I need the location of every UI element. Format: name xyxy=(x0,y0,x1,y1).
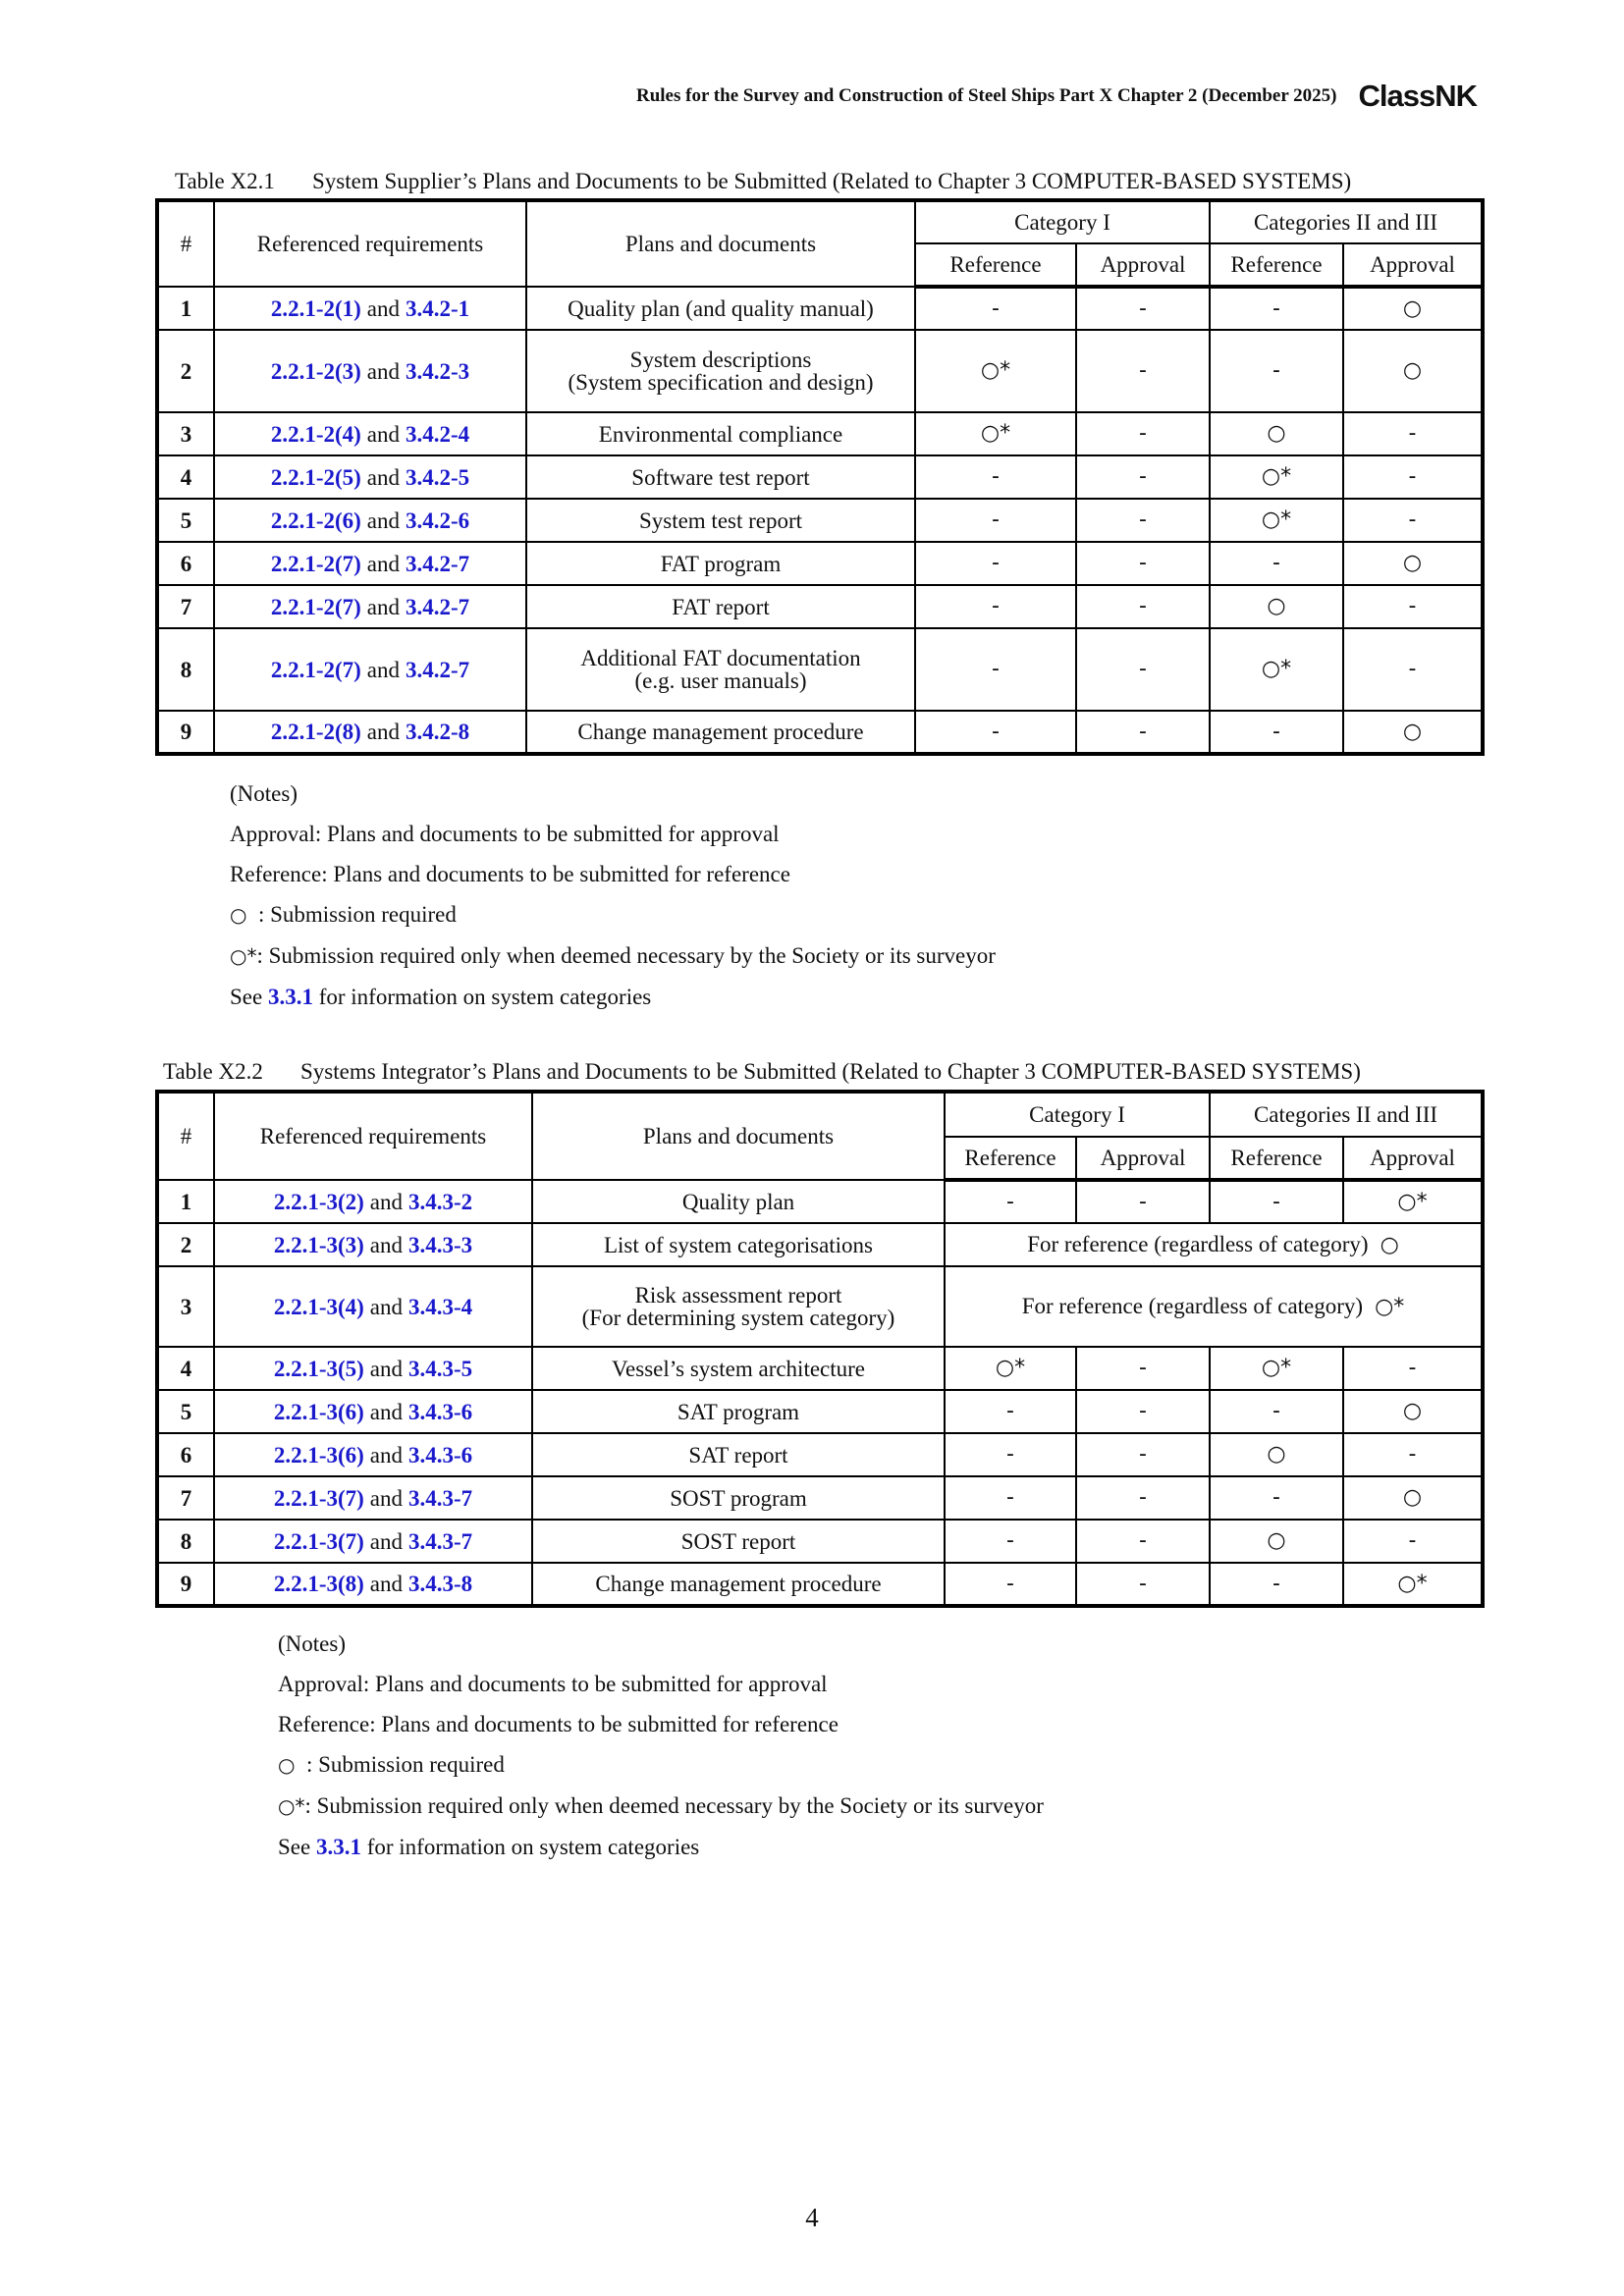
cat23-approval-cell: - xyxy=(1343,499,1483,542)
plans-documents-cell: Vessel’s system architecture xyxy=(532,1347,945,1390)
cat1-reference-cell: ○* xyxy=(945,1347,1076,1390)
cat23-approval-cell: - xyxy=(1343,1520,1483,1563)
header-reference: Reference xyxy=(1210,243,1343,287)
cat1-approval-cell: - xyxy=(1076,1433,1210,1476)
table-x2-2 xyxy=(155,1090,1485,1608)
link-3-3-1[interactable]: 3.3.1 xyxy=(267,985,313,1009)
referenced-requirements-cell: 2.2.1-2(3) and 3.4.2-3 xyxy=(214,330,526,412)
requirement-link[interactable]: 2.2.1-3(5) xyxy=(273,1356,364,1381)
notes-x2-2 xyxy=(278,1624,1044,1867)
cat23-approval-cell: ○ xyxy=(1343,287,1483,330)
circle-star-symbol: ○* xyxy=(278,1794,305,1818)
plans-documents-cell: Environmental compliance xyxy=(526,412,915,455)
requirement-link[interactable]: 2.2.1-2(7) xyxy=(270,657,361,682)
requirement-link[interactable]: 3.4.3-3 xyxy=(408,1232,473,1257)
cat23-reference-cell: - xyxy=(1210,1563,1343,1606)
plans-documents-cell: FAT report xyxy=(526,585,915,628)
cat23-approval-cell: ○* xyxy=(1343,1180,1483,1223)
row-number: 9 xyxy=(157,711,214,754)
cat23-reference-cell: ○ xyxy=(1210,1433,1343,1476)
cat1-approval-cell: - xyxy=(1076,1563,1210,1606)
note-see: See 3.3.1 for information on system categories xyxy=(278,1835,700,1859)
table-row xyxy=(157,287,1483,330)
cat1-approval-cell: - xyxy=(1076,330,1210,412)
plans-documents-cell: SAT report xyxy=(532,1433,945,1476)
requirement-link[interactable]: 3.4.3-4 xyxy=(408,1294,473,1319)
header-referenced-requirements: Referenced requirements xyxy=(214,1092,532,1180)
header-title: Rules for the Survey and Construction of Steel Ships Part X Chapter 2 (December 2025) xyxy=(635,85,1337,106)
cat1-reference-cell: - xyxy=(945,1476,1076,1520)
row-number: 3 xyxy=(157,1266,214,1347)
requirement-link[interactable]: 2.2.1-2(6) xyxy=(270,507,361,533)
referenced-requirements-cell: 2.2.1-2(8) and 3.4.2-8 xyxy=(214,711,526,754)
table-number: Table X2.1 xyxy=(175,169,275,193)
cat1-reference-cell: ○* xyxy=(915,412,1076,455)
requirement-link[interactable]: 2.2.1-2(5) xyxy=(270,464,361,490)
referenced-requirements-cell: 2.2.1-3(8) and 3.4.3-8 xyxy=(214,1563,532,1606)
row-number: 4 xyxy=(157,455,214,499)
cat1-reference-cell: - xyxy=(915,711,1076,754)
requirement-link[interactable]: 3.4.2-1 xyxy=(406,295,470,321)
cat1-approval-cell: - xyxy=(1076,1476,1210,1520)
requirement-link[interactable]: 3.4.3-6 xyxy=(408,1442,473,1468)
merged-category-cell: For reference (regardless of category) ○* xyxy=(945,1266,1483,1347)
table-row xyxy=(157,1180,1483,1223)
requirement-link[interactable]: 3.4.2-7 xyxy=(406,594,470,619)
cat23-reference-cell: ○* xyxy=(1210,1347,1343,1390)
header-plans-and-documents: Plans and documents xyxy=(526,200,915,287)
referenced-requirements-cell: 2.2.1-2(6) and 3.4.2-6 xyxy=(214,499,526,542)
table-row xyxy=(157,1520,1483,1563)
cat23-reference-cell: ○ xyxy=(1210,585,1343,628)
circle-star-symbol: ○* xyxy=(230,944,257,968)
cat23-approval-cell: - xyxy=(1343,412,1483,455)
cat1-approval-cell: - xyxy=(1076,628,1210,711)
cat1-approval-cell: - xyxy=(1076,499,1210,542)
plans-documents-cell: List of system categorisations xyxy=(532,1223,945,1266)
requirement-link[interactable]: 2.2.1-3(7) xyxy=(273,1485,364,1511)
requirement-link[interactable]: 2.2.1-3(2) xyxy=(273,1189,364,1214)
cat23-approval-cell: ○ xyxy=(1343,1476,1483,1520)
requirement-link[interactable]: 2.2.1-2(7) xyxy=(270,594,361,619)
cat1-reference-cell: - xyxy=(915,628,1076,711)
referenced-requirements-cell: 2.2.1-3(4) and 3.4.3-4 xyxy=(214,1266,532,1347)
requirement-link[interactable]: 2.2.1-2(4) xyxy=(270,421,361,447)
note-reference: Reference: Plans and documents to be submitted for reference xyxy=(230,862,790,886)
header-categories-2-3: Categories II and III xyxy=(1210,200,1483,243)
cat23-approval-cell: ○ xyxy=(1343,1390,1483,1433)
header-approval: Approval xyxy=(1343,243,1483,287)
cat1-approval-cell: - xyxy=(1076,711,1210,754)
cat1-approval-cell: - xyxy=(1076,455,1210,499)
plans-documents-cell: Risk assessment report (For determining system category) xyxy=(532,1266,945,1347)
row-number: 5 xyxy=(157,499,214,542)
cat23-reference-cell: - xyxy=(1210,711,1343,754)
cat1-reference-cell: - xyxy=(945,1180,1076,1223)
requirement-link[interactable]: 2.2.1-3(7) xyxy=(273,1528,364,1554)
cat1-approval-cell: - xyxy=(1076,1390,1210,1433)
table-row xyxy=(157,1563,1483,1606)
cat1-reference-cell: - xyxy=(915,585,1076,628)
header-approval: Approval xyxy=(1076,1137,1210,1180)
referenced-requirements-cell: 2.2.1-2(1) and 3.4.2-1 xyxy=(214,287,526,330)
cat23-reference-cell: - xyxy=(1210,1180,1343,1223)
referenced-requirements-cell: 2.2.1-3(5) and 3.4.3-5 xyxy=(214,1347,532,1390)
notes-x2-1 xyxy=(230,774,996,1017)
note-approval: Approval: Plans and documents to be submitted for approval xyxy=(230,822,780,846)
circle-symbol: ○ xyxy=(278,1753,296,1777)
classnk-logo: ClassNK xyxy=(1358,79,1477,113)
header-category-1: Category I xyxy=(915,200,1210,243)
referenced-requirements-cell: 2.2.1-3(7) and 3.4.3-7 xyxy=(214,1476,532,1520)
referenced-requirements-cell: 2.2.1-3(3) and 3.4.3-3 xyxy=(214,1223,532,1266)
header-approval: Approval xyxy=(1343,1137,1483,1180)
requirement-link[interactable]: 3.4.3-7 xyxy=(408,1528,473,1554)
plans-documents-cell: SOST report xyxy=(532,1520,945,1563)
referenced-requirements-cell: 2.2.1-2(7) and 3.4.2-7 xyxy=(214,542,526,585)
referenced-requirements-cell: 2.2.1-3(6) and 3.4.3-6 xyxy=(214,1390,532,1433)
table-row xyxy=(157,1347,1483,1390)
requirement-link[interactable]: 3.4.3-6 xyxy=(408,1399,473,1424)
cat1-reference-cell: - xyxy=(945,1390,1076,1433)
row-number: 8 xyxy=(157,628,214,711)
row-number: 6 xyxy=(157,1433,214,1476)
row-number: 4 xyxy=(157,1347,214,1390)
table-title: System Supplier’s Plans and Documents to be Submitted (Related to Chapter 3 COMPUTER-BASED SYSTEMS) xyxy=(312,169,1352,193)
requirement-link[interactable]: 3.4.2-8 xyxy=(406,720,470,744)
cat1-approval-cell: - xyxy=(1076,1347,1210,1390)
cat23-approval-cell: - xyxy=(1343,585,1483,628)
header-referenced-requirements: Referenced requirements xyxy=(214,200,526,287)
cat23-approval-cell: ○ xyxy=(1343,330,1483,412)
header-category-1: Category I xyxy=(945,1092,1210,1137)
plans-documents-cell: Additional FAT documentation (e.g. user manuals) xyxy=(526,628,915,711)
requirement-link[interactable]: 2.2.1-3(4) xyxy=(273,1294,364,1319)
requirement-link[interactable]: 3.4.3-2 xyxy=(408,1189,473,1214)
cat23-reference-cell: ○* xyxy=(1210,499,1343,542)
notes-heading: (Notes) xyxy=(230,781,298,806)
cat1-reference-cell: - xyxy=(915,542,1076,585)
requirement-link[interactable]: 3.4.3-7 xyxy=(408,1485,473,1511)
plans-documents-cell: Quality plan xyxy=(532,1180,945,1223)
cat1-approval-cell: - xyxy=(1076,287,1210,330)
page-number: 4 xyxy=(805,2203,819,2232)
header-categories-2-3: Categories II and III xyxy=(1210,1092,1483,1137)
table-row xyxy=(157,412,1483,455)
cat23-reference-cell: - xyxy=(1210,287,1343,330)
requirement-link[interactable]: 2.2.1-2(1) xyxy=(270,295,361,321)
cat23-reference-cell: ○ xyxy=(1210,1520,1343,1563)
requirement-link[interactable]: 3.4.3-8 xyxy=(408,1572,473,1596)
requirement-link[interactable]: 3.4.2-6 xyxy=(406,507,470,533)
plans-documents-cell: Quality plan (and quality manual) xyxy=(526,287,915,330)
table-row xyxy=(157,1390,1483,1433)
table-caption xyxy=(175,169,1351,194)
header-plans-and-documents: Plans and documents xyxy=(532,1092,945,1180)
link-3-3-1[interactable]: 3.3.1 xyxy=(315,1835,361,1859)
table-row xyxy=(157,1223,1483,1266)
table-row xyxy=(157,628,1483,711)
requirement-link[interactable]: 3.4.2-4 xyxy=(406,421,470,447)
plans-documents-cell: FAT program xyxy=(526,542,915,585)
note-circle-star: ○*: Submission required only when deemed necessary by the Society or its surveyor xyxy=(278,1793,1044,1818)
requirement-link[interactable]: 3.4.2-3 xyxy=(406,358,470,384)
table-row xyxy=(157,455,1483,499)
requirement-link[interactable]: 3.4.2-7 xyxy=(406,551,470,576)
row-number: 3 xyxy=(157,412,214,455)
row-number: 8 xyxy=(157,1520,214,1563)
cat23-reference-cell: - xyxy=(1210,1476,1343,1520)
requirement-link[interactable]: 2.2.1-3(6) xyxy=(273,1442,364,1468)
plans-documents-cell: System descriptions (System specification and design) xyxy=(526,330,915,412)
header-number: # xyxy=(157,200,214,287)
cat23-reference-cell: - xyxy=(1210,1390,1343,1433)
plans-documents-cell: SOST program xyxy=(532,1476,945,1520)
cat1-reference-cell: - xyxy=(945,1520,1076,1563)
requirement-link[interactable]: 2.2.1-2(8) xyxy=(270,720,361,744)
table-row xyxy=(157,330,1483,412)
table-row xyxy=(157,1476,1483,1520)
row-number: 1 xyxy=(157,287,214,330)
note-circle-star: ○*: Submission required only when deemed necessary by the Society or its surveyor xyxy=(230,943,996,968)
note-circle: ○ : Submission required xyxy=(278,1752,505,1777)
table-row xyxy=(157,542,1483,585)
row-number: 5 xyxy=(157,1390,214,1433)
cat1-reference-cell: ○* xyxy=(915,330,1076,412)
header-reference: Reference xyxy=(1210,1137,1343,1180)
cat1-approval-cell: - xyxy=(1076,1180,1210,1223)
requirement-link[interactable]: 2.2.1-2(3) xyxy=(270,358,361,384)
cat23-approval-cell: - xyxy=(1343,628,1483,711)
table-caption xyxy=(163,1059,1361,1085)
circle-symbol: ○ xyxy=(230,903,247,927)
row-number: 2 xyxy=(157,1223,214,1266)
plans-documents-cell: Change management procedure xyxy=(526,711,915,754)
referenced-requirements-cell: 2.2.1-2(7) and 3.4.2-7 xyxy=(214,585,526,628)
table-title: Systems Integrator’s Plans and Documents to be Submitted (Related to Chapter 3 COMPUTER-BASED SYSTEMS) xyxy=(300,1059,1361,1084)
plans-documents-cell: Change management procedure xyxy=(532,1563,945,1606)
cat23-approval-cell: ○ xyxy=(1343,542,1483,585)
referenced-requirements-cell: 2.2.1-2(5) and 3.4.2-5 xyxy=(214,455,526,499)
requirement-link[interactable]: 2.2.1-3(8) xyxy=(273,1572,364,1596)
note-circle: ○ : Submission required xyxy=(230,902,457,927)
cat1-reference-cell: - xyxy=(915,455,1076,499)
requirement-link[interactable]: 3.4.3-5 xyxy=(408,1356,473,1381)
table-x2-1 xyxy=(155,198,1485,756)
cat23-approval-cell: - xyxy=(1343,455,1483,499)
header-approval: Approval xyxy=(1076,243,1210,287)
cat23-approval-cell: ○* xyxy=(1343,1563,1483,1606)
cat23-reference-cell: - xyxy=(1210,542,1343,585)
header-number: # xyxy=(157,1092,214,1180)
requirement-link[interactable]: 2.2.1-3(6) xyxy=(273,1399,364,1424)
table-row xyxy=(157,711,1483,754)
cat1-approval-cell: - xyxy=(1076,542,1210,585)
row-number: 2 xyxy=(157,330,214,412)
notes-heading: (Notes) xyxy=(278,1631,346,1656)
merged-category-cell: For reference (regardless of category) ○ xyxy=(945,1223,1483,1266)
plans-documents-cell: System test report xyxy=(526,499,915,542)
row-number: 7 xyxy=(157,1476,214,1520)
requirement-link[interactable]: 3.4.2-7 xyxy=(406,657,470,682)
cat23-reference-cell: ○* xyxy=(1210,628,1343,711)
header-reference: Reference xyxy=(945,1137,1076,1180)
cat23-reference-cell: ○ xyxy=(1210,412,1343,455)
note-approval: Approval: Plans and documents to be submitted for approval xyxy=(278,1672,828,1696)
requirement-link[interactable]: 2.2.1-2(7) xyxy=(270,551,361,576)
note-see: See 3.3.1 for information on system categories xyxy=(230,985,652,1009)
cat1-approval-cell: - xyxy=(1076,412,1210,455)
cat23-approval-cell: ○ xyxy=(1343,711,1483,754)
note-reference: Reference: Plans and documents to be submitted for reference xyxy=(278,1712,839,1736)
cat23-approval-cell: - xyxy=(1343,1347,1483,1390)
page-header xyxy=(0,79,1477,114)
referenced-requirements-cell: 2.2.1-2(4) and 3.4.2-4 xyxy=(214,412,526,455)
cat1-reference-cell: - xyxy=(945,1433,1076,1476)
plans-documents-cell: Software test report xyxy=(526,455,915,499)
cat1-approval-cell: - xyxy=(1076,1520,1210,1563)
referenced-requirements-cell: 2.2.1-3(6) and 3.4.3-6 xyxy=(214,1433,532,1476)
row-number: 6 xyxy=(157,542,214,585)
table-row xyxy=(157,1433,1483,1476)
row-number: 9 xyxy=(157,1563,214,1606)
referenced-requirements-cell: 2.2.1-2(7) and 3.4.2-7 xyxy=(214,628,526,711)
plans-documents-cell: SAT program xyxy=(532,1390,945,1433)
cat23-approval-cell: - xyxy=(1343,1433,1483,1476)
row-number: 1 xyxy=(157,1180,214,1223)
cat1-approval-cell: - xyxy=(1076,585,1210,628)
header-reference: Reference xyxy=(915,243,1076,287)
table-number: Table X2.2 xyxy=(163,1059,263,1084)
referenced-requirements-cell: 2.2.1-3(7) and 3.4.3-7 xyxy=(214,1520,532,1563)
submission-mark: ○ xyxy=(1380,1233,1399,1257)
submission-mark: ○* xyxy=(1375,1295,1405,1319)
table-row xyxy=(157,585,1483,628)
referenced-requirements-cell: 2.2.1-3(2) and 3.4.3-2 xyxy=(214,1180,532,1223)
cat1-reference-cell: - xyxy=(945,1563,1076,1606)
table-row xyxy=(157,1266,1483,1347)
cat23-reference-cell: ○* xyxy=(1210,455,1343,499)
requirement-link[interactable]: 2.2.1-3(3) xyxy=(273,1232,364,1257)
cat23-reference-cell: - xyxy=(1210,330,1343,412)
row-number: 7 xyxy=(157,585,214,628)
table-row xyxy=(157,499,1483,542)
cat1-reference-cell: - xyxy=(915,499,1076,542)
cat1-reference-cell: - xyxy=(915,287,1076,330)
requirement-link[interactable]: 3.4.2-5 xyxy=(406,464,470,490)
